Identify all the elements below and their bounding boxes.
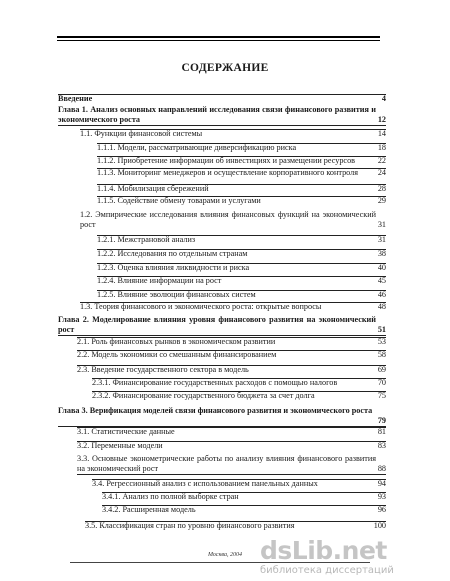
toc-entry-page: 53 [377, 337, 386, 346]
toc-entry-page: 18 [377, 143, 386, 152]
toc-entry-title: 2.3.2. Финансирование государственного бюджета за счет долга [92, 391, 315, 400]
toc-entry-page: 46 [377, 290, 386, 299]
toc-leader-line [97, 276, 386, 277]
toc-entry-page: 79 [377, 416, 386, 425]
toc-entry-title: 1.3. Теория финансового и экономического роста: открытые вопросы [80, 302, 322, 311]
toc-leader-line [77, 441, 386, 442]
toc-entry-page: 38 [377, 249, 386, 258]
toc-leader-line [92, 391, 386, 392]
toc-entry-title: 1.2.5. Влияние эволюции финансовых систем [97, 290, 256, 299]
toc-entry-page: 83 [377, 441, 386, 450]
toc-entry-page: 48 [377, 302, 386, 311]
toc-entry-title: 1.2.2. Исследования по отдельным странам [97, 249, 248, 258]
footer-city-year: Москва, 2004 [208, 552, 242, 558]
toc-entry-title: 3.3. Основные эконометрические работы по анализу влияния финансового развития на экономический рост [77, 454, 376, 473]
toc-leader-line [77, 365, 386, 366]
toc-entry-page: 24 [377, 168, 386, 177]
toc-entry-page: 45 [377, 276, 386, 285]
toc-entry-title: Глава 1. Анализ основных направлений исследования связи финансового развития и экономического роста [58, 105, 376, 124]
toc-entry [58, 315, 386, 335]
toc-entry-title: 2.2. Модель экономики со смешанным финансированием [77, 350, 277, 359]
toc-leader-line [102, 492, 386, 493]
watermark-logo: dsLib.net [260, 536, 387, 565]
toc-entry-page: 88 [377, 464, 386, 473]
toc-entry-page: 29 [377, 196, 386, 205]
toc-entry-page: 93 [377, 492, 386, 501]
toc-entry-page: 22 [377, 156, 386, 165]
toc-entry-page: 70 [377, 378, 386, 387]
watermark [260, 536, 438, 576]
toc-entry-page: 81 [377, 427, 386, 436]
toc-entry-title: 2.1. Роль финансовых рынков в экономическом развитии [77, 337, 276, 346]
toc-leader-line [58, 335, 386, 336]
toc-entry-title: 3.2. Переменные модели [77, 441, 163, 450]
toc-entry-page: 31 [377, 235, 386, 244]
toc-leader-line [92, 479, 386, 480]
toc-entry [58, 105, 386, 125]
toc-entry-page: 14 [377, 129, 386, 138]
toc-entry-title: 2.3. Введение государственного сектора в модель [77, 365, 249, 374]
toc-leader-line [77, 350, 386, 351]
toc-entry-title: 1.1.5. Содействие обмену товарами и услугами [97, 196, 261, 205]
toc-entry-title: Введение [58, 94, 93, 103]
toc-leader-line [77, 337, 386, 338]
toc-entry-page: 69 [377, 365, 386, 374]
toc-entry-title: 3.4.1. Анализ по полной выборке стран [102, 492, 239, 501]
toc-entry-title: 1.2. Эмпирические исследования влияния финансовых функций на экономический рост [80, 210, 376, 229]
toc-entry-title: 3.5. Классификация стран по уровню финансового развития [85, 521, 295, 530]
toc-leader-line [58, 94, 386, 95]
toc-entry [58, 406, 386, 426]
toc-entry-title: 1.1. Функции финансовой системы [80, 129, 203, 138]
toc-entry-page: 75 [377, 391, 386, 400]
toc-entry-page: 40 [377, 263, 386, 272]
toc-entry-title: 1.2.1. Межстрановой анализ [97, 235, 196, 244]
toc-entry-page: 94 [377, 479, 386, 488]
toc-entry-title: Глава 2. Моделирование влияния уровня финансового развития на экономический рост [58, 315, 376, 334]
toc-leader-line [97, 184, 386, 185]
watermark-subtitle: библиотека диссертаций [260, 565, 394, 576]
toc-entry-title: Глава 3. Верификация моделей связи финансового развития и экономического роста [58, 406, 373, 415]
toc-entry-page: 28 [377, 184, 386, 193]
toc-entry-title: 2.3.1. Финансирование государственных расходов с помощью налогов [92, 378, 338, 387]
toc-leader-line [58, 125, 386, 126]
toc-leader-line [102, 505, 386, 506]
toc-entry [77, 454, 386, 474]
toc-entry-title: 3.4. Регрессионный анализ с использованием панельных данных [92, 479, 318, 488]
toc-leader-line [97, 249, 386, 250]
toc-leader-line [80, 302, 386, 303]
toc-leader-line [92, 378, 386, 379]
toc-entry-page: 12 [377, 115, 386, 124]
toc-entry-title: 1.1.3. Мониторинг менеджеров и осуществление корпоративного контроля [97, 168, 359, 177]
toc-entry-title: 1.2.3. Оценка влияния ликвидности и риска [97, 263, 250, 272]
toc-entry-page: 31 [377, 220, 386, 229]
toc-entry-page: 51 [377, 325, 386, 334]
toc-leader-line [77, 427, 386, 428]
toc-leader-line [97, 235, 386, 236]
page-title: СОДЕРЖАНИЕ [181, 62, 269, 74]
toc-entry-title: 1.1.4. Мобилизация сбережений [97, 184, 209, 193]
toc-leader-line [97, 196, 386, 197]
toc-leader-line [97, 156, 386, 157]
toc-entry-page: 100 [373, 521, 386, 530]
toc-leader-line [97, 263, 386, 264]
toc-entry-title: 1.1.1. Модели, рассматривающие диверсификацию риска [97, 143, 297, 152]
toc-leader-line [97, 143, 386, 144]
toc-entry-page: 4 [381, 94, 386, 103]
toc-leader-line [77, 474, 386, 475]
toc-entry-title: 1.2.4. Влияние информации на рост [97, 276, 222, 285]
toc-entry-title: 3.4.2. Расширенная модель [102, 505, 196, 514]
toc-entry-title: 3.1. Статистические данные [77, 427, 175, 436]
toc-entry-page: 58 [377, 350, 386, 359]
toc-entry-title: 1.1.2. Приобретение информации об инвестициях и размещении ресурсов [97, 156, 356, 165]
toc-leader-line [97, 168, 386, 169]
toc-leader-line [97, 290, 386, 291]
toc-leader-line [80, 129, 386, 130]
toc-entry-page: 96 [377, 505, 386, 514]
toc-leader-line [85, 521, 386, 522]
toc-entry [80, 210, 386, 230]
